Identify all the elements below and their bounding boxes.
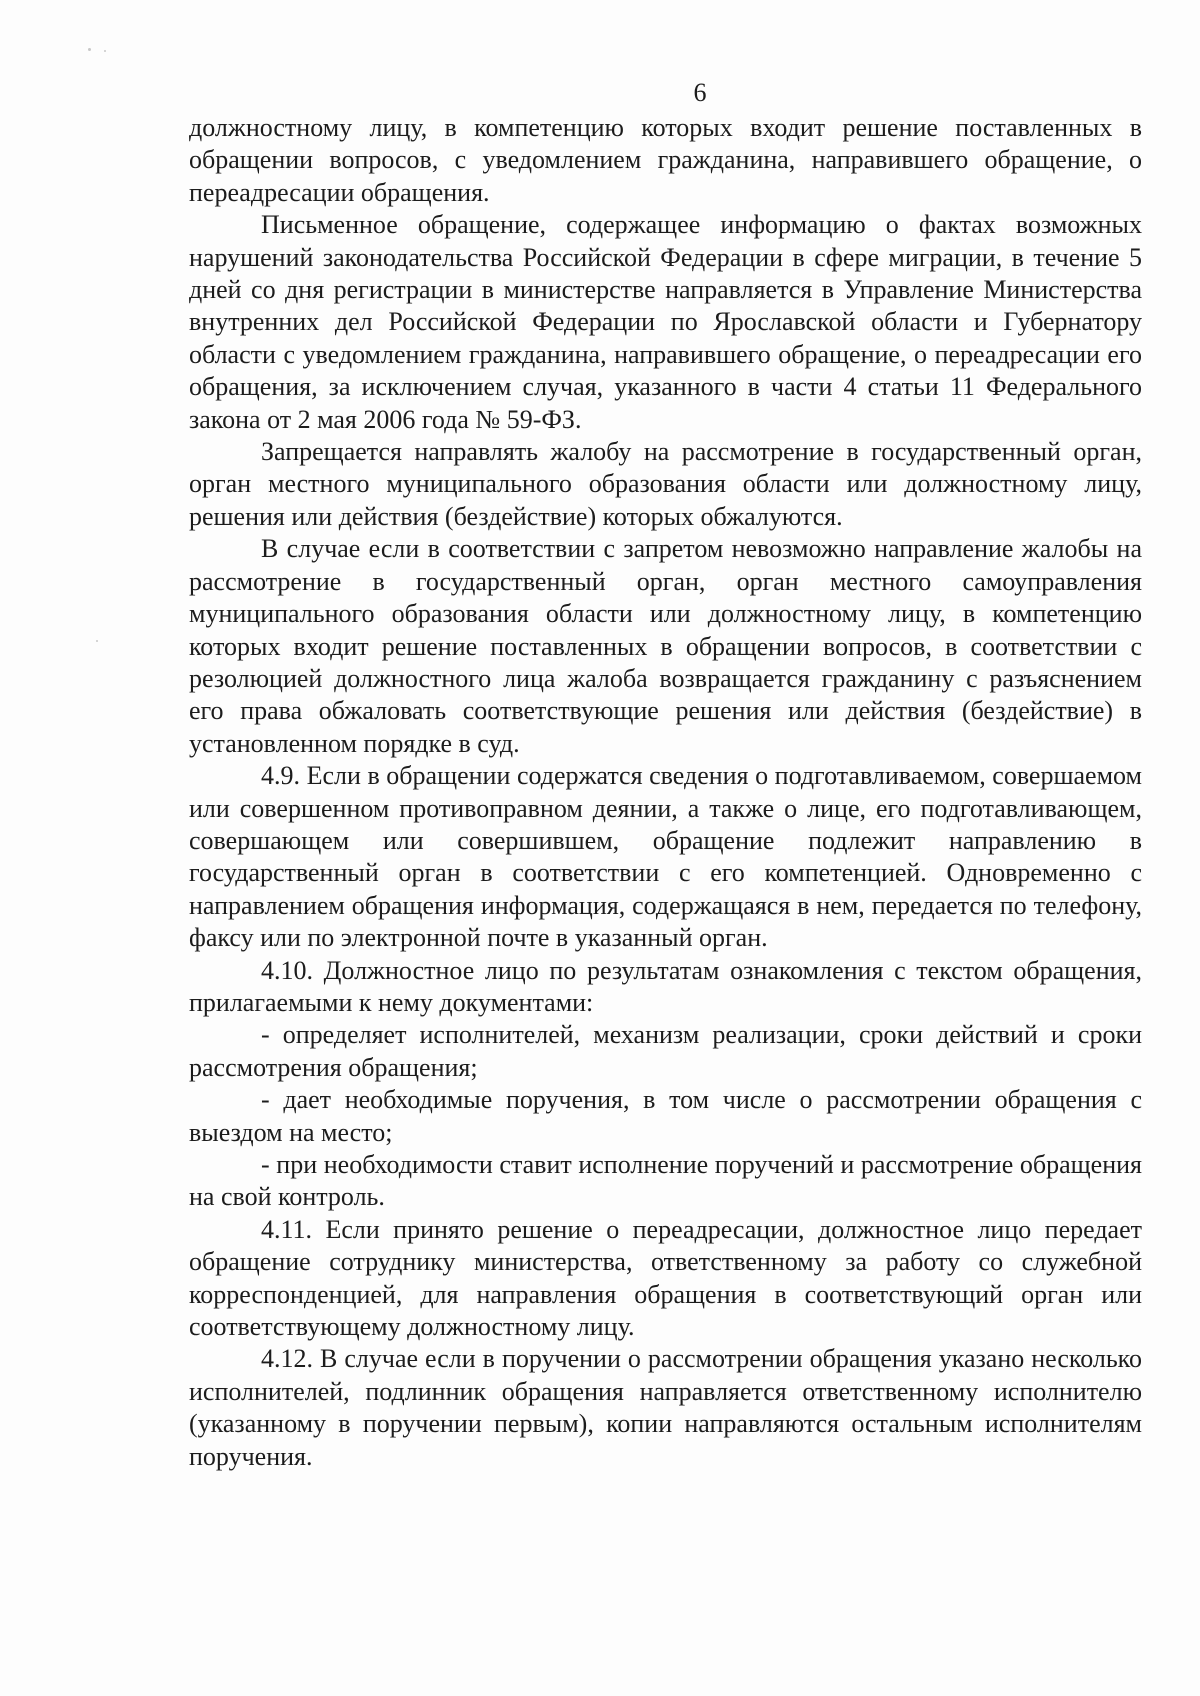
paragraph: Письменное обращение, содержащее информацию о фактах возможных нарушений законодательства Российской Федерации в сфере миграции, в течение 5 дней со дня регистрации в министерстве направляется в Управление Министерства внутренних дел Российской Федерации по Ярославской области и Губернатору области с уведомлением гражданина, направившего обращение, о переадресации его обращения, за исключением случая, указанного в части 4 статьи 11 Федерального закона от 2 мая 2006 года № 59-ФЗ.	[189, 210, 1142, 434]
paragraph-4-10: 4.10. Должностное лицо по результатам ознакомления с текстом обращения, прилагаемыми к нему документами:	[189, 955, 1142, 1017]
paragraph-4-11: 4.11. Если принято решение о переадресации, должностное лицо передает обращение сотруднику министерства, ответственному за работу со служебной корреспонденцией, для направления обращения в соответствующий орган или соответствующему должностному лицу.	[189, 1214, 1142, 1342]
list-item: - определяет исполнителей, механизм реализации, сроки действий и сроки рассмотрения обращения;	[189, 1020, 1142, 1082]
paragraph: должностному лицу, в компетенцию которых входит решение поставленных в обращении вопросов, с уведомлением гражданина, направившего обращение, о переадресации обращения.	[189, 113, 1142, 207]
scan-speck	[104, 50, 106, 52]
scan-speck	[88, 48, 91, 51]
list-item: - при необходимости ставит исполнение поручений и рассмотрение обращения на свой контроль.	[189, 1150, 1142, 1212]
paragraph: В случае если в соответствии с запретом невозможно направление жалобы на рассмотрение в государственный орган, орган местного самоуправления муниципального образования области или должностному лицу, в компетенцию которых входит решение поставленных в обращении вопросов, в соответствии с резолюцией должностного лица жалоба возвращается гражданину с разъяснением его права обжаловать соответствующие решения или действия (бездействие) в установленном порядке в суд.	[189, 534, 1142, 758]
body-text	[189, 112, 1142, 1473]
paragraph-4-12: 4.12. В случае если в поручении о рассмотрении обращения указано несколько исполнителей, подлинник обращения направляется ответственному исполнителю (указанному в поручении первым), копии направляются остальным исполнителям поручения.	[189, 1344, 1142, 1471]
page-number: 6	[693, 78, 707, 107]
paragraph-4-9: 4.9. Если в обращении содержатся сведения о подготавливаемом, совершаемом или совершенном противоправном деянии, а также о лице, его подготавливающем, совершающем или совершившем, обращение подлежит направлению в государственный орган в соответствии с его компетенцией. Одновременно с направлением обращения информация, содержащаяся в нем, передается по телефону, факсу или по электронной почте в указанный орган.	[189, 761, 1142, 953]
scan-speck	[96, 640, 98, 642]
paragraph: Запрещается направлять жалобу на рассмотрение в государственный орган, орган местного муниципального образования области или должностному лицу, решения или действия (бездействие) которых обжалуются.	[189, 437, 1142, 531]
list-item: - дает необходимые поручения, в том числе о рассмотрении обращения с выездом на место;	[189, 1085, 1142, 1147]
